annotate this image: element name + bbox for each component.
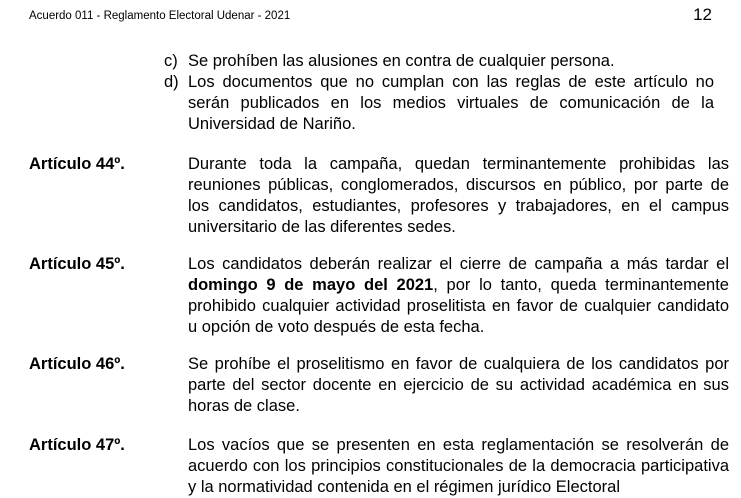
- list-marker: d): [164, 73, 179, 91]
- article-label: Artículo 45º.: [29, 255, 125, 273]
- article-text: Se prohíbe el proselitismo en favor de cualquiera de los candidatos por parte del sector docente en ejercicio de su actividad académica en sus horas de clase.: [188, 355, 729, 415]
- article-label: Artículo 46º.: [29, 355, 125, 373]
- list-item-text: Se prohíben las alusiones en contra de cualquier persona.: [188, 52, 615, 70]
- article-text: Durante toda la campaña, quedan terminantemente prohibidas las reuniones públicas, conglomerados, discursos en público, por parte de los candidatos, estudiantes, profesores y trabajadores, en el campus universitario de las diferentes sedes.: [188, 155, 729, 236]
- article-label: Artículo 47º.: [29, 436, 125, 454]
- prohibitions-list: [164, 51, 714, 135]
- list-marker: c): [164, 52, 178, 70]
- page-number: 12: [693, 5, 712, 24]
- list-item-text: Los documentos que no cumplan con las reglas de este artículo no serán publicados en los medios virtuales de comunicación de la Universidad de Nariño.: [188, 73, 714, 133]
- deadline-date: domingo 9 de mayo del 2021: [188, 276, 434, 294]
- list-item-c: [164, 51, 714, 72]
- article-text-part: Los candidatos deberán realizar el cierre de campaña a más tardar el: [188, 255, 729, 273]
- article-text: [188, 254, 729, 338]
- document-title: Acuerdo 011 - Reglamento Electoral Udenar - 2021: [29, 10, 291, 22]
- article-label: Artículo 44º.: [29, 155, 125, 173]
- page-header: [0, 0, 741, 30]
- article-text: Los vacíos que se presenten en esta reglamentación se resolverán de acuerdo con los principios constitucionales de la democracia participativa y la normatividad contenida en el régimen jurídico Electoral: [188, 436, 729, 496]
- list-item-d: [164, 72, 714, 135]
- article-text-part: , por lo tanto, queda terminantemente prohibido cualquier actividad proselitista en favor de cualquier candidato u opción de voto después de esta fecha.: [188, 276, 729, 336]
